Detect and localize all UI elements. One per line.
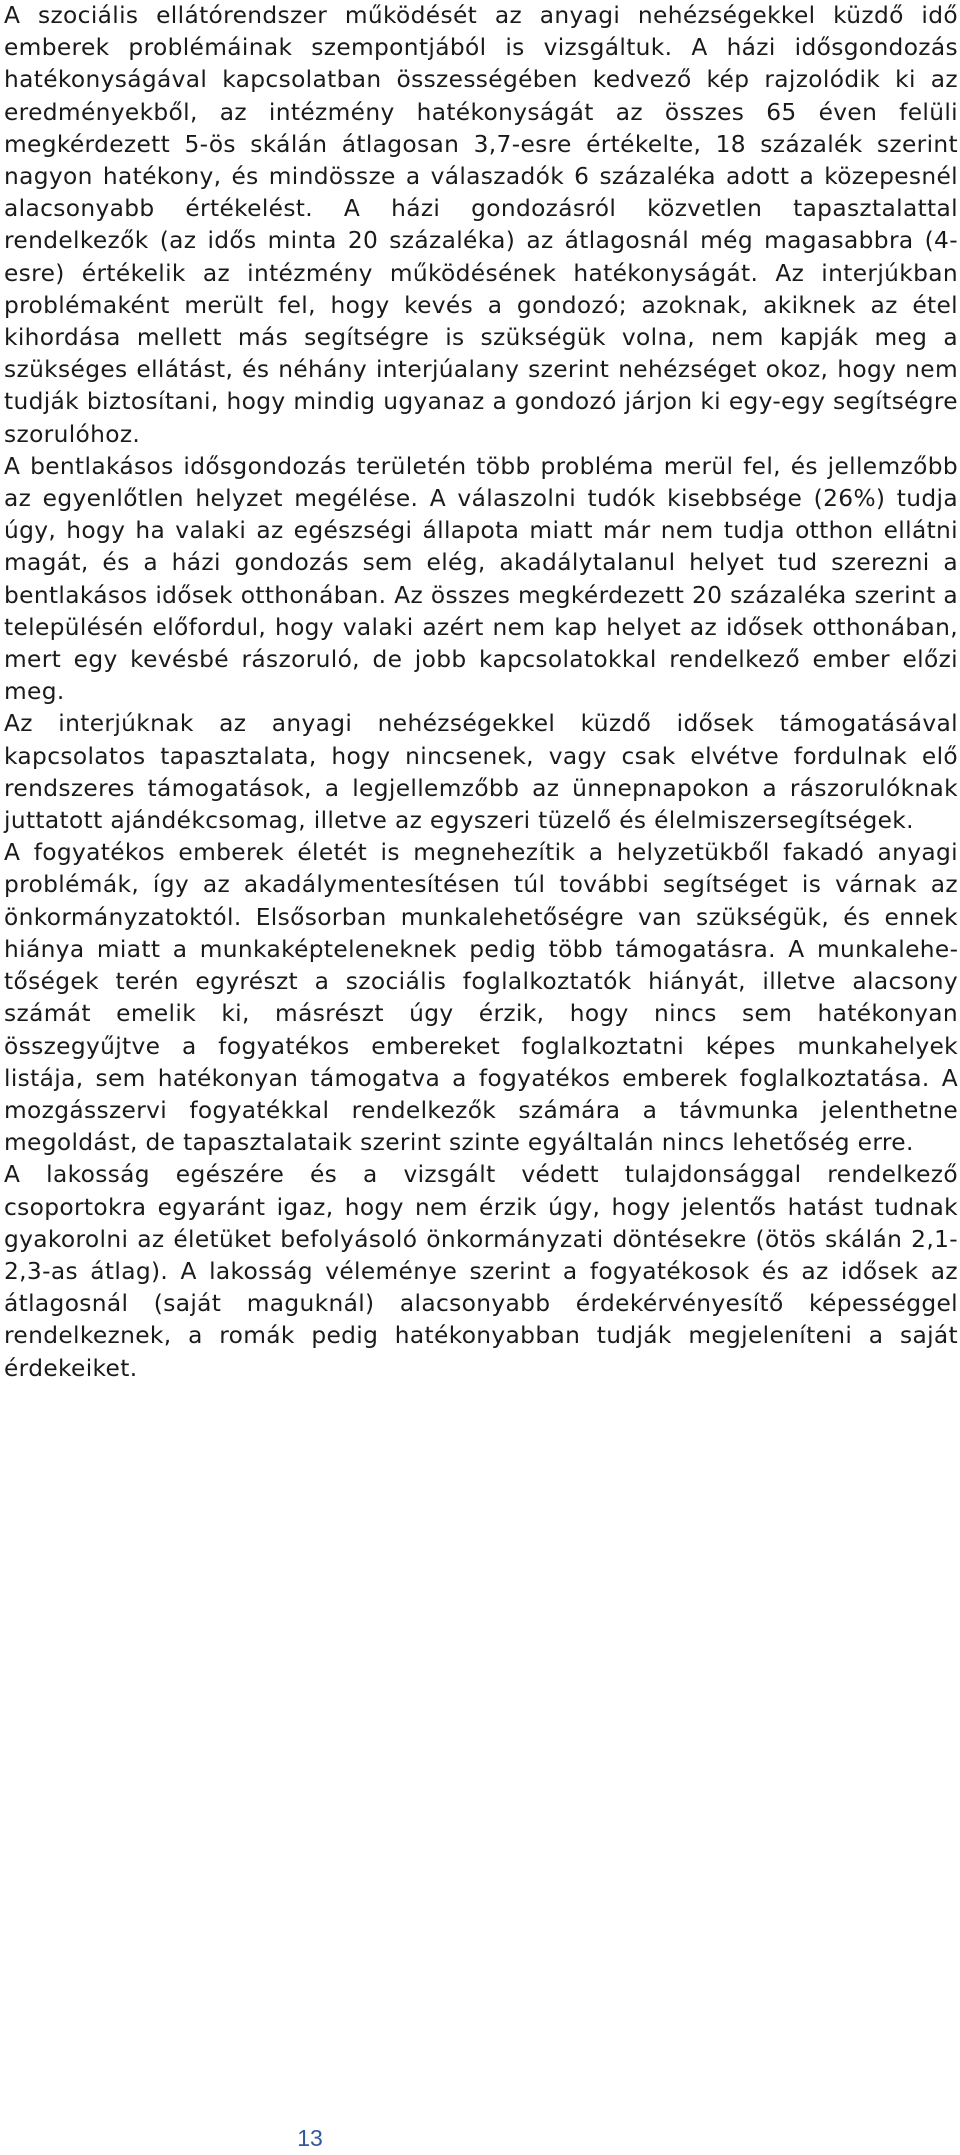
paragraph-residential-care: A bentlakásos idősgondozás területén több probléma merül fel, és jellemzőbb az egyenlőtlen helyzet megélése. A válaszolni tudók kisebbsége (26%) tudja úgy, hogy ha valaki az egészségi állapota miatt már nem tudja otthon ellátni magát, és a házi gondozás sem elég, akadálytalanul helyet tud szerezni a bentlakásos idősek otthonában. Az összes megkérdezett 20 százaléka szerint a településén előfordul, hogy valaki azért nem kap helyet az idősek otthonában, mert egy kevésbé rászoruló, de jobb kapcsolatokkal rendelkező ember előzi meg.: [4, 452, 958, 706]
document-body: [4, 0, 958, 1385]
paragraph-disabled-people: A fogyatékos emberek életét is megnehezítik a helyzetükből fakadó anyagi problémák, így az akadálymentesítésen túl további segítséget is várnak az önkormányzatoktól. Elsősorban munkalehetőségre van szükségük, és ennek hiánya miatt a munkaképteleneknek pedig több támogatásra. A munkalehetőségek terén egyrészt a szociális foglalkoztatók hiányát, illetve alacsony számát emelik ki, másrészt úgy érzik, hogy nincs sem hatékonyan összegyűjtve a fogyatékos embereket foglalkoztatni képes munkahelyek listája, sem hatékonyan támogatva a fogyatékos emberek foglalkoztatása. A mozgásszervi fogyatékkal rendelkezők számára a távmunka jelenthetne megoldást, de tapasztalataik szerint szinte egyáltalán nincs lehetőség erre.: [4, 839, 958, 1157]
paragraph-public-influence: A lakosság egészére és a vizsgált védett tulajdonsággal rendelkező csoportokra egyaránt igaz, hogy nem érzik úgy, hogy jelentős hatást tudnak gyakorolni az életüket befolyásoló önkormányzati döntésekre (ötös skálán 2,1-2,3-as átlag). A lakosság véleménye szerint a fogyatékosok és az idősek az átlagosnál (saját maguknál) alacsonyabb érdekérvényesítő képességgel rendelkeznek, a romák pedig hatékonyabban tudják megjeleníteni a saját érdekeiket.: [4, 1161, 958, 1382]
paragraph-elderly-support: Az interjúknak az anyagi nehézségekkel küzdő idősek támogatásával kapcsolatos tapasztalata, hogy nincsenek, vagy csak elvétve fordulnak elő rendszeres támogatások, a legjellemzőbb az ünnepnapokon a rászorulóknak juttatott ajándékcsomag, illetve az egyszeri tüzelő és élelmiszersegítségek.: [4, 710, 958, 835]
page-number: 13: [297, 2125, 323, 2151]
paragraph-social-care: A szociális ellátórendszer működését az anyagi nehézségekkel küzdő idő emberek problémáinak szempontjából is vizsgáltuk. A házi idősgondozás hatékonyságával kapcsolatban összességében kedvező kép rajzolódik ki az eredményekből, az intézmény hatékonyságát az összes 65 éven felüli megkérdezett 5-ös skálán átlagosan 3,7-esre értékelte, 18 százalék szerint nagyon hatékony, és mindössze a válaszadók 6 százaléka adott a közepesnél alacsonyabb értékelést. A házi gondozásról közvetlen tapasztalattal rendelkezők (az idős minta 20 százaléka) az átlagosnál még magasabbra (4-esre) értékelik az intézmény működésének hatékonyságát. Az interjúkban problémaként merült fel, hogy kevés a gondozó; azoknak, akiknek az étel kihordása mellett más segítségre is szükségük volna, nem kapják meg a szükséges ellátást, és néhány interjúalany szerint nehézséget okoz, hogy nem tudják biztosítani, hogy mindig ugyanaz a gondozó járjon ki egy-egy segítségre szorulóhoz.: [4, 2, 958, 448]
